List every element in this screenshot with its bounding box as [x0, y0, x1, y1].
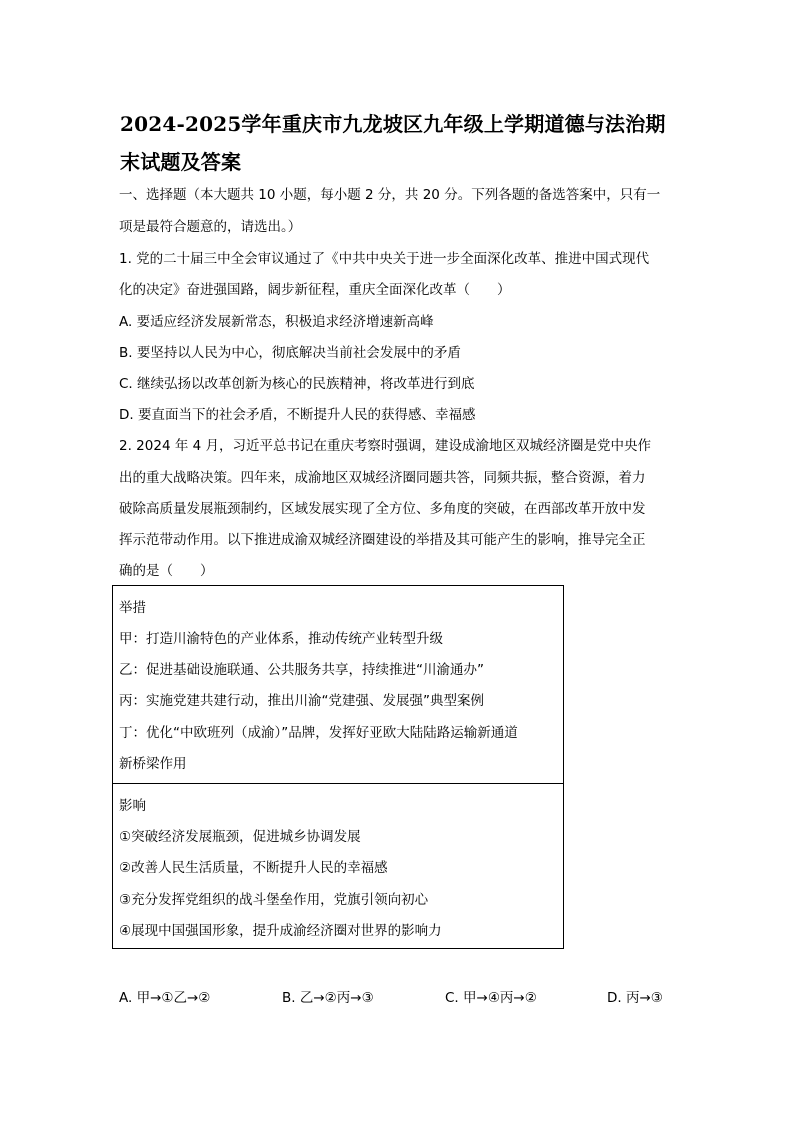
question-2-stem-line-2: 出的重大战略决策。四年来，成渝地区双城经济圈同题共答，同频共振，整合资源，着力 — [119, 470, 646, 486]
question-2-stem-line-3: 破除高质量发展瓶颈制约，区域发展实现了全方位、多角度的突破，在西部改革开放中发 — [119, 501, 646, 517]
effect-4: ④展现中国强国形象，提升成渝经济圈对世界的影响力 — [119, 923, 442, 939]
question-1-option-d: D. 要直面当下的社会矛盾，不断提升人民的获得感、幸福感 — [119, 407, 476, 423]
effect-2: ②改善人民生活质量，不断提升人民的幸福感 — [119, 860, 388, 876]
question-2-option-d: D. 丙→③ — [607, 990, 663, 1006]
section-instructions-line-2: 项是最符合题意的，请选出。） — [119, 219, 302, 235]
measure-ding: 丁：优化“中欧班列（成渝）”品牌，发挥好亚欧大陆陆路运输新通道 — [119, 725, 518, 741]
page-title-line-1: 2024-2025学年重庆市九龙坡区九年级上学期道德与法治期 — [120, 112, 666, 136]
question-2-stem-line-5: 确的是（ ） — [119, 563, 214, 579]
effect-1: ①突破经济发展瓶颈，促进城乡协调发展 — [119, 829, 361, 845]
question-1-option-c: C. 继续弘扬以改革创新为核心的民族精神，将改革进行到底 — [119, 376, 475, 392]
question-2-stem-line-1: 2. 2024 年 4 月，习近平总书记在重庆考察时强调，建设成渝地区双城经济圈是党中央作 — [119, 438, 651, 454]
question-1-option-a: A. 要适应经济发展新常态，积极追求经济增速新高峰 — [119, 314, 434, 330]
page-title-line-2: 末试题及答案 — [120, 150, 242, 174]
question-2-stem-line-4: 挥示范带动作用。以下推进成渝双城经济圈建设的举措及其可能产生的影响，推导完全正 — [119, 532, 646, 548]
question-2-option-c: C. 甲→④丙→② — [445, 990, 537, 1006]
measures-header: 举措 — [119, 600, 146, 616]
measure-bing: 丙：实施党建共建行动，推出川渝“党建强、发展强”典型案例 — [119, 693, 484, 709]
question-2-option-b: B. 乙→②丙→③ — [282, 990, 374, 1006]
question-1-stem-line-2: 化的决定》奋进强国路，阔步新征程，重庆全面深化改革（ ） — [119, 282, 511, 298]
effect-3: ③充分发挥党组织的战斗堡垒作用，党旗引领向初心 — [119, 892, 429, 908]
section-instructions-line-1: 一、选择题（本大题共 10 小题，每小题 2 分，共 20 分。下列各题的备选答案中，只有一 — [119, 187, 661, 203]
table-divider — [113, 783, 563, 784]
measure-yi: 乙：促进基础设施联通、公共服务共享，持续推进“川渝通办” — [119, 662, 484, 678]
question-1-stem-line-1: 1. 党的二十届三中全会审议通过了《中共中央关于进一步全面深化改革、推进中国式现代 — [119, 251, 650, 267]
measure-jia: 甲：打造川渝特色的产业体系，推动传统产业转型升级 — [119, 631, 443, 647]
measures-effects-table — [112, 585, 564, 949]
measure-ding-continued: 新桥梁作用 — [119, 756, 187, 772]
question-1-option-b: B. 要坚持以人民为中心，彻底解决当前社会发展中的矛盾 — [119, 345, 461, 361]
effects-header: 影响 — [119, 798, 146, 814]
question-2-option-a: A. 甲→①乙→② — [119, 990, 211, 1006]
